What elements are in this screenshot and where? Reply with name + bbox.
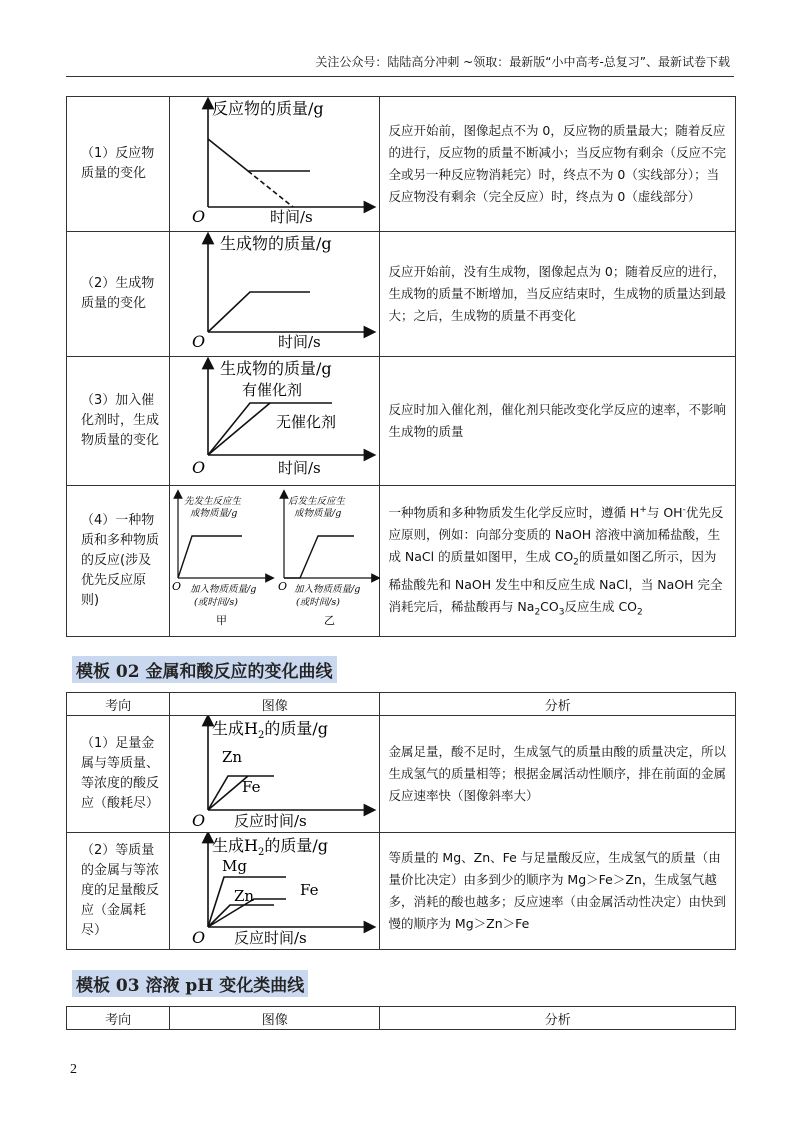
graph-cell xyxy=(170,716,380,833)
origin-label: O xyxy=(278,580,288,593)
reactant-mass-graph xyxy=(170,97,380,227)
origin-label: O xyxy=(192,458,206,477)
table-row xyxy=(67,97,736,232)
column-header: 分析 xyxy=(380,693,736,716)
dashed-curve xyxy=(248,171,293,207)
y-axis-label: 反应物的质量/g xyxy=(212,99,324,118)
metal-label-mg: Mg xyxy=(222,857,248,875)
chart-yi xyxy=(278,494,376,627)
chart-name: 乙 xyxy=(324,614,336,627)
column-header: 考向 xyxy=(67,693,170,716)
row-label: （3）加入催化剂时，生成物质量的变化 xyxy=(67,357,170,486)
no-catalyst-curve xyxy=(208,403,270,455)
row-analysis: 反应开始前，没有生成物，图像起点为 0；随着反应的进行，生成物的质量不断增加，当反应结束时，生成物的质量达到最大；之后，生成物的质量不再变化 xyxy=(380,232,736,357)
row-analysis: 金属足量，酸不足时，生成氢气的质量由酸的质量决定，所以生成氢气的质量相等；根据金属活动性顺序，排在前面的金属反应速率快（图像斜率大） xyxy=(380,716,736,833)
row-label: （1）反应物质量的变化 xyxy=(67,97,170,232)
yi-curve xyxy=(284,536,354,578)
curve-label-catalyst: 有催化剂 xyxy=(242,381,303,399)
x-axis-label: 时间/s xyxy=(270,208,313,226)
metal-label-zn: Zn xyxy=(234,887,255,905)
section-title: 模板 03 溶液 pH 变化类曲线 xyxy=(72,970,308,997)
x-axis-label: 时间/s xyxy=(278,333,321,351)
metal-acid-table xyxy=(66,692,736,950)
y-axis-label: 生成$H_2$的质量/g xyxy=(212,836,329,858)
y-axis-label: 生成$H_2$的质量/g xyxy=(212,719,329,741)
origin-label: O xyxy=(192,811,206,828)
column-header: 图像 xyxy=(170,1007,380,1030)
section-title: 模板 02 金属和酸反应的变化曲线 xyxy=(72,656,337,683)
y-axis-label: 先发生反应生 xyxy=(184,496,242,507)
x-axis-label: 时间/s xyxy=(278,459,321,477)
x-axis-label-2: (或时间/s) xyxy=(296,597,341,608)
origin-label: O xyxy=(192,332,206,351)
metal-excess-graph xyxy=(170,716,380,828)
page-number: 2 xyxy=(70,1062,77,1077)
ph-curve-table xyxy=(66,1006,736,1030)
y-axis-label-2: 成物质量/g xyxy=(294,508,342,519)
origin-label: O xyxy=(172,580,182,593)
solid-curve xyxy=(208,139,310,171)
curve-label-no-catalyst: 无催化剂 xyxy=(276,413,337,431)
column-header: 图像 xyxy=(170,693,380,716)
x-axis-label: 加入物质质量/g xyxy=(294,584,361,595)
jia-curve xyxy=(178,536,242,578)
product-curve xyxy=(208,292,310,332)
y-axis-label: 生成物的质量/g xyxy=(220,359,332,378)
row-label: （2）等质量的金属与等浓度的足量酸反应（金属耗尽） xyxy=(67,833,170,950)
graph-cell xyxy=(170,97,380,232)
table-header-row xyxy=(67,693,736,716)
y-axis-label: 后发生反应生 xyxy=(288,496,346,507)
priority-reaction-graphs xyxy=(170,486,380,632)
origin-label: O xyxy=(192,928,206,945)
column-header: 考向 xyxy=(67,1007,170,1030)
x-axis-label: 加入物质质量/g xyxy=(190,584,257,595)
table-row xyxy=(67,716,736,833)
column-header: 分析 xyxy=(380,1007,736,1030)
origin-label: O xyxy=(192,207,206,226)
product-mass-graph xyxy=(170,232,380,352)
chart-name: 甲 xyxy=(216,614,228,627)
metal-label-fe: Fe xyxy=(242,778,261,796)
table-row xyxy=(67,357,736,486)
row-label: （2）生成物质量的变化 xyxy=(67,232,170,357)
acid-excess-graph xyxy=(170,833,380,945)
table-row xyxy=(67,232,736,357)
metal-label-zn: Zn xyxy=(222,748,243,766)
graph-cell xyxy=(170,486,380,637)
row-label: （4）一种物质和多种物质的反应(涉及优先反应原则) xyxy=(67,486,170,637)
x-axis-label: 反应时间/s xyxy=(234,812,307,828)
chart-jia xyxy=(172,494,270,627)
row-analysis: 反应开始前，图像起点不为 0，反应物的质量最大；随着反应的进行，反应物的质量不断减小；当反应物有剩余（反应不完全或另一种反应物消耗完）时，终点不为 0（实线部分）；当反应物没有剩余（完全反应）时，终点为 0（虚线部分） xyxy=(380,97,736,232)
table-row xyxy=(67,833,736,950)
graph-cell xyxy=(170,833,380,950)
graph-cell xyxy=(170,357,380,486)
table-header-row xyxy=(67,1007,736,1030)
y-axis-label-2: 成物质量/g xyxy=(190,508,238,519)
row-label: （1）足量金属与等质量、等浓度的酸反应（酸耗尽） xyxy=(67,716,170,833)
x-axis-label: 反应时间/s xyxy=(234,929,307,945)
row-analysis: 等质量的 Mg、Zn、Fe 与足量酸反应，生成氢气的质量（由量价比决定）由多到少的顺序为 Mg＞Fe＞Zn，生成氢气越多，消耗的酸也越多；反应速率（由金属活动性决定）由快到慢的顺序为 Mg＞Zn＞Fe xyxy=(380,833,736,950)
header-divider xyxy=(66,76,734,77)
row-analysis: 一种物质和多种物质发生化学反应时，遵循 H+与 OH-优先反应原则，例如：向部分变质的 NaOH 溶液中滴加稀盐酸，生成 NaCl 的质量如图甲，生成 $CO_2$的质量如图乙所示，因为稀盐酸先和 NaOH 发生中和反应生成 NaCl，当 NaOH 完全消耗完后，稀盐酸再与 $Na_2CO_3$反应生成 $CO_2$ xyxy=(380,486,736,637)
page-header: 关注公众号：陆陆高分冲刺 ~领取：最新版“小中高考-总复习”、最新试卷下载 xyxy=(315,55,730,69)
table-row xyxy=(67,486,736,637)
x-axis-label-2: (或时间/s) xyxy=(194,597,239,608)
zn-curve xyxy=(208,905,274,927)
catalyst-graph xyxy=(170,357,380,481)
graph-cell xyxy=(170,232,380,357)
row-analysis: 反应时加入催化剂，催化剂只能改变化学反应的速率，不影响生成物的质量 xyxy=(380,357,736,486)
curve-table-1 xyxy=(66,96,736,637)
metal-label-fe: Fe xyxy=(300,881,319,899)
y-axis-label: 生成物的质量/g xyxy=(220,234,332,253)
